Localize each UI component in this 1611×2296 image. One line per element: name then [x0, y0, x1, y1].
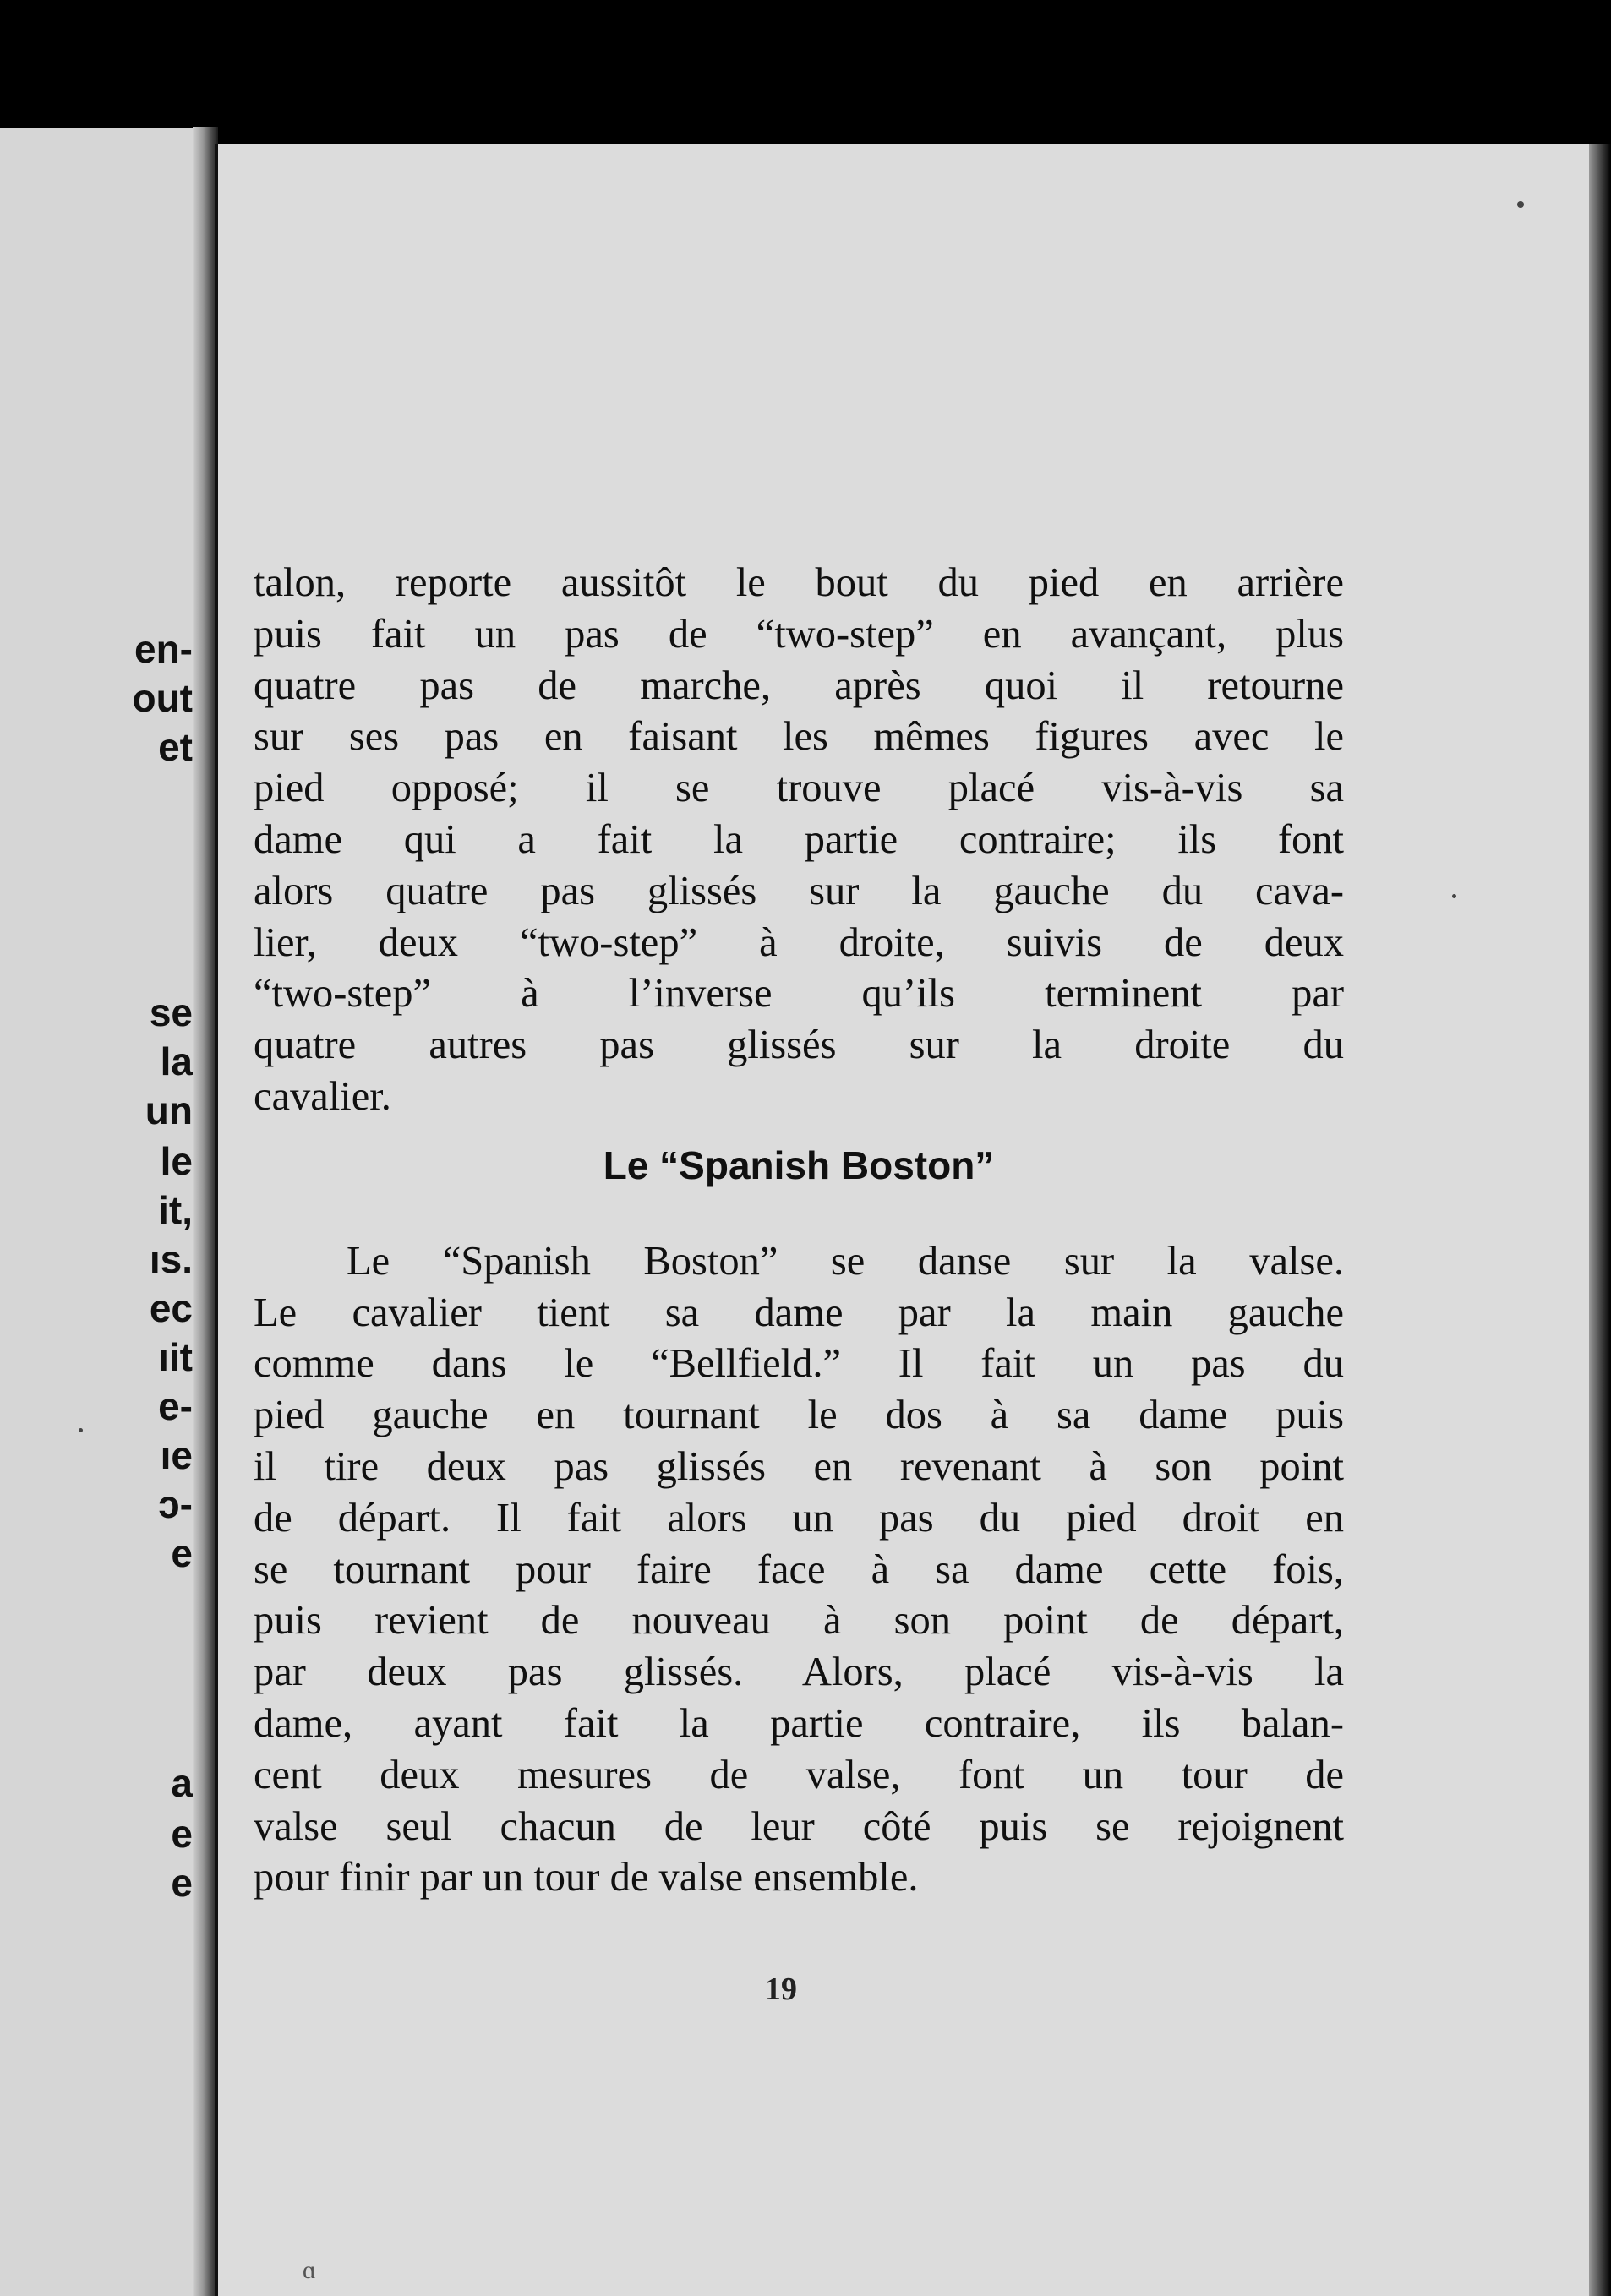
text-line: par deux pas glissés. Alors, placé vis-à-vis la	[254, 1650, 1344, 1695]
left-fragment: ıs.	[149, 1237, 193, 1281]
text-line: se tournant pour faire face à sa dame cette fois,	[254, 1546, 1344, 1592]
text-line: de départ. Il fait alors un pas du pied droit en	[254, 1495, 1344, 1541]
left-fragment: e-	[158, 1384, 193, 1428]
dust-speck	[1452, 894, 1456, 898]
right-page-edge	[1589, 144, 1611, 2296]
text-line: alors quatre pas glissés sur la gauche du cava-	[254, 868, 1344, 913]
text-line: cavalier.	[254, 1073, 391, 1119]
text-line: puis fait un pas de “two-step” en avançant, plus	[254, 611, 1344, 657]
text-line: Le cavalier tient sa dame par la main gauche	[254, 1290, 1344, 1335]
text-line: sur ses pas en faisant les mêmes figures avec le	[254, 714, 1344, 760]
dust-speck	[79, 1428, 83, 1432]
left-fragment: ıe	[160, 1433, 193, 1477]
text-line: talon, reporte aussitôt le bout du pied en arrière	[254, 560, 1344, 605]
paragraph-2	[254, 1236, 1344, 1904]
page-text-block	[254, 558, 1344, 1904]
text-line: quatre pas de marche, après quoi il retourne	[254, 663, 1344, 708]
left-fragment: ec	[149, 1286, 193, 1330]
left-fragment: e	[171, 1531, 193, 1575]
paragraph-1	[254, 558, 1344, 1123]
text-line: dame, ayant fait la partie contraire, ils balan-	[254, 1700, 1344, 1746]
text-line: lier, deux “two-step” à droite, suivis de deux	[254, 919, 1344, 965]
text-line: il tire deux pas glissés en revenant à son point	[254, 1443, 1344, 1489]
left-fragment: ɔ-	[158, 1482, 193, 1526]
left-page-text-fragments	[91, 128, 193, 2296]
text-line: pied gauche en tournant le dos à sa dame puis	[254, 1393, 1344, 1438]
left-fragment: out	[132, 676, 193, 720]
left-fragment: le	[160, 1139, 193, 1183]
left-fragment: se	[149, 990, 193, 1034]
left-fragment: it,	[158, 1188, 193, 1232]
section-heading: Le “Spanish Boston”	[603, 1143, 995, 1187]
dust-speck	[1517, 201, 1524, 208]
corner-mark: ɑ	[303, 2256, 316, 2284]
page-number: 19	[765, 1972, 797, 2007]
left-page	[0, 128, 211, 2296]
left-fragment: a	[171, 1761, 193, 1805]
left-fragment: en-	[134, 627, 193, 671]
text-line: puis revient de nouveau à son point de départ,	[254, 1598, 1344, 1644]
left-fragment: la	[160, 1039, 193, 1083]
text-line: pour finir par un tour de valse ensemble.	[254, 1855, 919, 1901]
text-line: Le “Spanish Boston” se danse sur la valse.	[347, 1238, 1344, 1284]
left-fragment: ıit	[158, 1335, 193, 1379]
left-fragment: e	[171, 1812, 193, 1856]
left-fragment: et	[158, 725, 193, 769]
text-line: “two-step” à l’inverse qu’ils terminent par	[254, 971, 1344, 1017]
left-fragment: e	[171, 1861, 193, 1905]
text-line: pied opposé; il se trouve placé vis-à-vis sa	[254, 766, 1344, 811]
text-line: quatre autres pas glissés sur la droite du	[254, 1023, 1344, 1068]
text-line: valse seul chacun de leur côté puis se rejoignent	[254, 1803, 1344, 1849]
text-line: cent deux mesures de valse, font un tour de	[254, 1752, 1344, 1797]
text-line: dame qui a fait la partie contraire; ils font	[254, 816, 1344, 862]
left-fragment: un	[145, 1088, 193, 1132]
text-line: comme dans le “Bellfield.” Il fait un pas du	[254, 1341, 1344, 1387]
